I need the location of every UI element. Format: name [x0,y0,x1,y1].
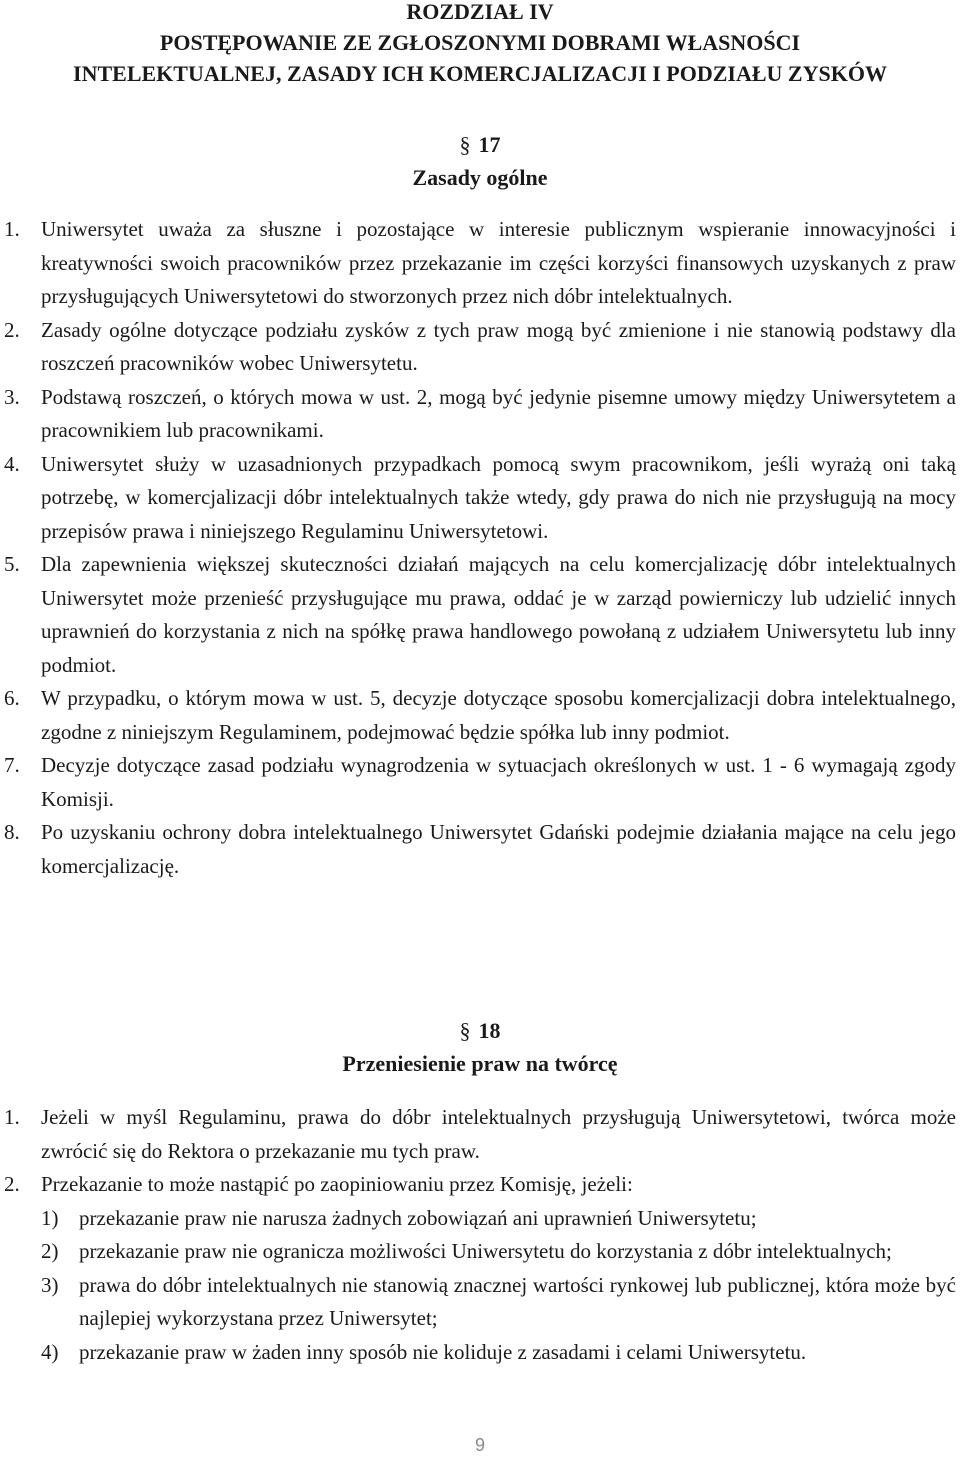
item-text: Po uzyskaniu ochrony dobra intelektualnego Uniwersytet Gdański podejmie działania mające na celu jego komercjalizację. [41,820,956,878]
section-number: 17 [478,132,501,157]
item-text: Uniwersytet służy w uzasadnionych przypadkach pomocą swym pracownikom, jeśli wyrażą oni taką potrzebę, w komercjalizacji dóbr intelektualnych także wtedy, gdy prawa do nich nie przysługują na mocy przepisów prawa i niniejszego Regulaminu Uniwersytetowi. [41,451,956,543]
list-item [0,1168,960,1202]
list-item [0,213,960,314]
paragraph-sign: § [459,132,471,157]
section-17-list [0,213,960,883]
item-text: Podstawą roszczeń, o których mowa w ust. 2, mogą być jedynie pisemne umowy między Uniwersytetem a pracownikiem lub pracownikami. [41,384,956,442]
item-text: Zasady ogólne dotyczące podziału zysków z tych praw mogą być zmienione i nie stanowią podstawy dla roszczeń pracowników wobec Uniwersytetu. [41,317,956,375]
chapter-title-line-1: POSTĘPOWANIE ZE ZGŁOSZONYMI DOBRAMI WŁASNOŚCI [159,30,801,55]
chapter-title-line-2: INTELEKTUALNEJ, ZASADY ICH KOMERCJALIZACJI I PODZIAŁU ZYSKÓW [73,61,887,86]
sub-item-text: prawa do dóbr intelektualnych nie stanowią znacznej wartości rynkowej lub publicznej, która może być najlepiej wykorzystana przez Uniwersytet; [79,1272,956,1330]
section-title: Przeniesienie praw na twórcę [342,1051,618,1076]
list-item [0,381,960,448]
item-number: 8. [4,820,20,844]
section-title: Zasady ogólne [412,165,548,190]
sub-list-item [0,1336,960,1370]
item-text: Uniwersytet uważa za słuszne i pozostające w interesie publicznym wspieranie innowacyjności i kreatywności swoich pracowników przez przekazanie im części korzyści finansowych uzyskanych z praw przysługujących Uniwersytetowi do stworzonych przez nich dóbr intelektualnych. [41,217,956,308]
chapter-number: ROZDZIAŁ IV [406,0,554,24]
chapter-header [0,0,960,89]
sub-item-number: 3) [41,1272,59,1297]
list-item [0,548,960,682]
sub-item-number: 4) [41,1339,59,1364]
list-item [0,448,960,549]
sub-list-item [0,1269,960,1336]
item-number: 2. [4,1172,20,1196]
sub-list-item [0,1202,960,1236]
sub-item-number: 2) [41,1239,59,1263]
section-17-heading [0,128,960,194]
item-text: W przypadku, o którym mowa w ust. 5, decyzje dotyczące sposobu komercjalizacji dobra intelektualnego, zgodne z niniejszym Regulaminem, podejmować będzie spółka lub inny podmiot. [41,686,956,744]
list-item [0,314,960,381]
item-text: Decyzje dotyczące zasad podziału wynagrodzenia w sytuacjach określonych w ust. 1 - 6 wymagają zgody Komisji. [41,753,956,811]
section-number: 18 [478,1018,501,1043]
item-text: Dla zapewnienia większej skuteczności działań mających na celu komercjalizację dóbr intelektualnych Uniwersytet może przenieść przysługujące mu prawa, oddać je w zarząd powierniczy lub udzielić innych uprawnień do korzystania z nich na spółkę prawa handlowego powołaną z udziałem Uniwersytetu lub inny podmiot. [41,552,956,677]
item-number: 7. [4,753,20,777]
list-item [0,1101,960,1168]
section-18-list [0,1101,960,1369]
item-number: 6. [4,686,20,710]
item-text: Jeżeli w myśl Regulaminu, prawa do dóbr intelektualnych przysługują Uniwersytetowi, twórca może zwrócić się do Rektora o przekazanie mu tych praw. [41,1105,956,1163]
sub-list-item [0,1235,960,1269]
item-number: 1. [4,1105,20,1129]
sub-item-text: przekazanie praw w żaden inny sposób nie koliduje z zasadami i celami Uniwersytetu. [79,1339,807,1364]
sub-item-text: przekazanie praw nie narusza żadnych zobowiązań ani uprawnień Uniwersytetu; [79,1205,757,1230]
list-item [0,682,960,749]
item-number: 2. [4,317,20,342]
page-number: 9 [474,1435,485,1455]
item-number: 3. [4,384,20,409]
sub-item-number: 1) [41,1205,59,1230]
section-18-heading [0,1014,960,1080]
sub-item-text: przekazanie praw nie ogranicza możliwości Uniwersytetu do korzystania z dóbr intelektualnych; [79,1239,892,1263]
item-number: 1. [4,217,20,241]
list-item [0,816,960,883]
item-number: 4. [4,451,20,476]
item-text: Przekazanie to może nastąpić po zaopiniowaniu przez Komisję, jeżeli: [41,1172,633,1196]
paragraph-sign: § [459,1018,471,1043]
list-item [0,749,960,816]
item-number: 5. [4,552,20,576]
